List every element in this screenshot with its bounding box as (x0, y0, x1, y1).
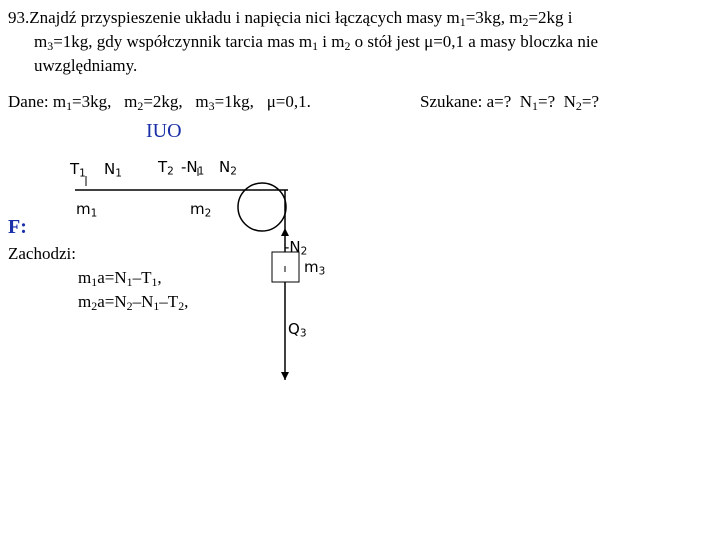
label-Q3: $Q_3$ (288, 320, 307, 340)
label-T2: $T_2$ (158, 158, 174, 178)
label-m1: $m_1$ (76, 200, 98, 220)
label-N1-neg: $-N_1$ (181, 158, 205, 178)
problem-line-1: 93.Znajdź przyspieszenie układu i napięcia nici łączących masy $m_1=3kg$, $m_2=2kg$ i (8, 8, 573, 29)
forces-tag: F: (8, 216, 27, 238)
label-m2: $m_2$ (190, 200, 212, 220)
problem-line-3: uwzględniamy. (34, 56, 138, 75)
equations-intro: Zachodzi: (8, 244, 76, 263)
q3-arrowhead (281, 372, 289, 380)
problem-line-2: $m_3=1kg$, gdy współczynnik tarcia mas $m_1$ i $m_2$ o stół jest μ=0,1 a masy bloczka nie (34, 32, 599, 53)
equation-2: $m_2a=N_2-N_1-T_2$, (78, 292, 189, 313)
label-N2-neg: $-N_2$ (284, 238, 308, 258)
equation-1: $m_1a=N_1-T_1$, (78, 268, 162, 289)
label-m3: $m_3$ (304, 258, 326, 278)
n2-arrowhead (281, 228, 289, 236)
label-T1: $T_1$ (70, 160, 86, 180)
sought-data: Szukane: a=? $N_1=$? $N_2=$? (420, 92, 599, 113)
label-N1-a: $N_1$ (104, 160, 122, 180)
given-data: Dane: $m_1=3kg$, $m_2=2kg$, $m_3=1kg$, μ=0,1. (8, 92, 311, 113)
section-title: IUO (146, 120, 182, 142)
label-N2: $N_2$ (219, 158, 237, 178)
